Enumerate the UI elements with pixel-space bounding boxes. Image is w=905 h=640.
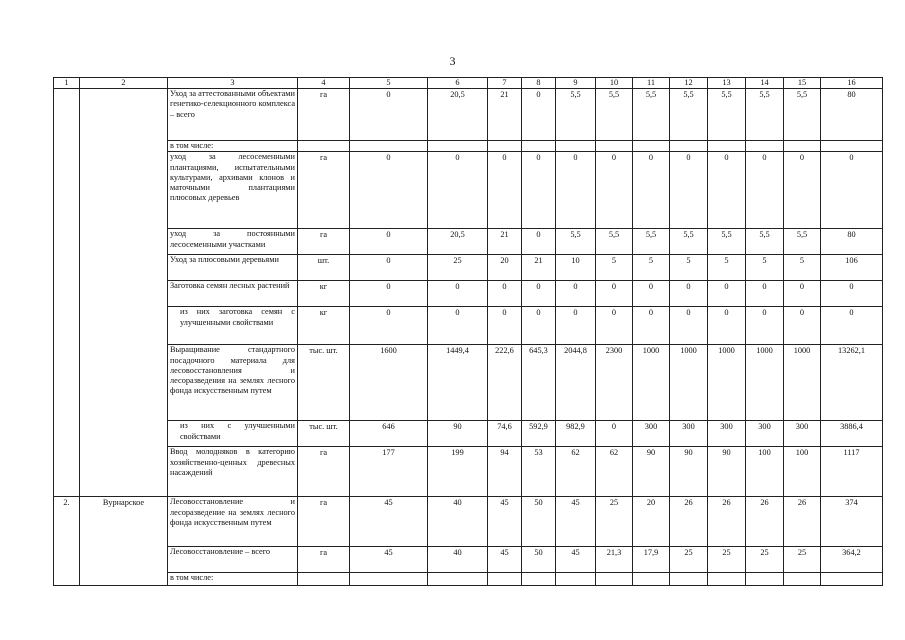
value-cell: 5,5 [556,229,596,255]
value-cell: 74,6 [488,421,522,447]
value-cell: 0 [708,307,746,345]
value-cell: 0 [556,152,596,229]
table-body [54,89,883,586]
value-cell: 20,5 [428,89,488,141]
header-cell: 10 [596,78,633,89]
value-cell: 25 [428,255,488,281]
value-cell: 45 [488,497,522,547]
value-cell [488,573,522,586]
value-cell: 0 [488,307,522,345]
header-cell: 15 [784,78,821,89]
value-cell: 40 [428,547,488,573]
header-row [54,78,883,89]
header-cell: 2 [80,78,168,89]
unit-cell [298,141,350,152]
value-cell: 300 [633,421,670,447]
value-cell: 5 [596,255,633,281]
header-cell: 1 [54,78,80,89]
value-cell [428,141,488,152]
value-cell [708,573,746,586]
value-cell: 45 [350,547,428,573]
value-cell [522,141,556,152]
forestry-name-cell [80,89,168,497]
header-cell: 16 [821,78,883,89]
value-cell: 106 [821,255,883,281]
value-cell: 0 [350,229,428,255]
table-row [54,255,883,281]
page-number: 3 [449,54,456,68]
header-cell: 13 [708,78,746,89]
value-cell: 53 [522,447,556,497]
activity-cell: Лесовосстановление и лесоразведение на землях лесного фонда искусственным путем [168,497,298,547]
value-cell: 0 [670,281,708,307]
value-cell: 0 [350,281,428,307]
value-cell [670,573,708,586]
table-row [54,152,883,229]
value-cell: 5,5 [670,89,708,141]
activity-cell: Ввод молодняков в категорию хозяйственно-ценных древесных насаждений [168,447,298,497]
value-cell: 50 [522,497,556,547]
table-row [54,229,883,255]
header-cell: 9 [556,78,596,89]
value-cell [784,141,821,152]
table-row [54,307,883,345]
value-cell: 5,5 [633,89,670,141]
activity-cell: Выращивание стандартного посадочного материала для лесовосстановления и лесоразведения на землях лесного фонда искусственным путем [168,345,298,421]
value-cell: 26 [670,497,708,547]
value-cell: 45 [556,547,596,573]
value-cell: 0 [350,307,428,345]
activity-cell: из них заготовка семян с улучшенными свойствами [168,307,298,345]
value-cell: 80 [821,229,883,255]
value-cell [821,573,883,586]
value-cell: 199 [428,447,488,497]
value-cell: 0 [428,281,488,307]
value-cell: 45 [556,497,596,547]
value-cell [746,573,784,586]
value-cell: 300 [670,421,708,447]
value-cell: 20 [488,255,522,281]
activity-cell: уход за постоянными лесосеменными участками [168,229,298,255]
value-cell: 0 [633,152,670,229]
header-cell: 8 [522,78,556,89]
value-cell: 982,9 [556,421,596,447]
table-row [54,573,883,586]
value-cell: 1000 [746,345,784,421]
value-cell: 0 [522,89,556,141]
value-cell [488,141,522,152]
value-cell: 25 [746,547,784,573]
value-cell: 0 [821,307,883,345]
unit-cell [298,573,350,586]
value-cell: 300 [784,421,821,447]
value-cell [746,141,784,152]
value-cell: 0 [633,307,670,345]
value-cell: 646 [350,421,428,447]
value-cell: 62 [556,447,596,497]
value-cell: 5 [708,255,746,281]
value-cell: 0 [428,152,488,229]
value-cell: 645,3 [522,345,556,421]
value-cell: 0 [350,89,428,141]
table-row [54,89,883,141]
value-cell: 222,6 [488,345,522,421]
value-cell: 5,5 [670,229,708,255]
value-cell: 13262,1 [821,345,883,421]
value-cell: 300 [746,421,784,447]
value-cell: 21,3 [596,547,633,573]
value-cell: 5,5 [633,229,670,255]
header-cell: 12 [670,78,708,89]
value-cell: 62 [596,447,633,497]
value-cell [350,573,428,586]
value-cell: 5,5 [746,89,784,141]
value-cell [633,141,670,152]
value-cell: 5,5 [708,89,746,141]
value-cell: 364,2 [821,547,883,573]
table-row [54,345,883,421]
value-cell: 5 [633,255,670,281]
value-cell: 0 [821,281,883,307]
table-row [54,447,883,497]
activity-cell: Лесовосстановление – всего [168,547,298,573]
value-cell: 1000 [670,345,708,421]
value-cell: 80 [821,89,883,141]
value-cell: 5,5 [784,89,821,141]
value-cell: 20 [633,497,670,547]
value-cell: 2044,8 [556,345,596,421]
value-cell [428,573,488,586]
value-cell: 0 [708,281,746,307]
value-cell: 300 [708,421,746,447]
value-cell [784,573,821,586]
unit-cell: га [298,229,350,255]
value-cell: 0 [596,152,633,229]
value-cell: 0 [350,152,428,229]
value-cell: 0 [596,421,633,447]
activity-cell: Заготовка семян лесных растений [168,281,298,307]
value-cell: 50 [522,547,556,573]
value-cell: 0 [746,307,784,345]
value-cell: 10 [556,255,596,281]
header-cell: 4 [298,78,350,89]
value-cell: 0 [784,152,821,229]
row-number-cell [54,89,80,497]
forestry-table [53,77,883,586]
activity-cell: уход за лесосеменными плантациями, испытательными культурами, архивами клонов и маточными плантациями плюсовых деревьев [168,152,298,229]
table-row [54,141,883,152]
value-cell: 5 [784,255,821,281]
value-cell: 5,5 [746,229,784,255]
unit-cell: га [298,547,350,573]
header-cell: 6 [428,78,488,89]
value-cell: 0 [596,307,633,345]
activity-cell: Уход за аттестованными объектами генетико-селекционного комплекса – всего [168,89,298,141]
value-cell: 177 [350,447,428,497]
value-cell [596,141,633,152]
value-cell [708,141,746,152]
activity-cell: в том числе: [168,573,298,586]
value-cell: 5 [746,255,784,281]
value-cell: 0 [522,152,556,229]
table-row [54,421,883,447]
value-cell: 21 [488,229,522,255]
value-cell [821,141,883,152]
value-cell [350,141,428,152]
value-cell: 0 [821,152,883,229]
value-cell: 592,9 [522,421,556,447]
value-cell: 1449,4 [428,345,488,421]
value-cell: 0 [556,307,596,345]
value-cell [670,141,708,152]
value-cell: 0 [784,307,821,345]
value-cell [596,573,633,586]
value-cell [556,141,596,152]
value-cell: 5,5 [784,229,821,255]
header-cell: 3 [168,78,298,89]
value-cell: 94 [488,447,522,497]
value-cell: 1117 [821,447,883,497]
unit-cell: тыс. шт. [298,345,350,421]
value-cell: 25 [784,547,821,573]
header-cell: 7 [488,78,522,89]
value-cell: 1600 [350,345,428,421]
value-cell: 90 [633,447,670,497]
value-cell: 3886,4 [821,421,883,447]
value-cell: 0 [522,307,556,345]
value-cell: 0 [596,281,633,307]
value-cell: 20,5 [428,229,488,255]
value-cell: 0 [708,152,746,229]
value-cell: 5,5 [556,89,596,141]
unit-cell: га [298,89,350,141]
value-cell: 0 [670,152,708,229]
value-cell: 5,5 [596,229,633,255]
value-cell: 90 [708,447,746,497]
unit-cell: тыс. шт. [298,421,350,447]
value-cell: 5 [670,255,708,281]
value-cell: 0 [522,229,556,255]
activity-cell: Уход за плюсовыми деревьями [168,255,298,281]
value-cell: 21 [522,255,556,281]
activity-cell: в том числе: [168,141,298,152]
unit-cell: кг [298,281,350,307]
value-cell: 45 [488,547,522,573]
value-cell: 1000 [708,345,746,421]
value-cell: 0 [522,281,556,307]
value-cell: 2300 [596,345,633,421]
value-cell: 0 [784,281,821,307]
value-cell: 0 [488,281,522,307]
value-cell [633,573,670,586]
value-cell: 90 [428,421,488,447]
header-cell: 11 [633,78,670,89]
table-row [54,281,883,307]
header-cell: 5 [350,78,428,89]
unit-cell: га [298,152,350,229]
value-cell: 40 [428,497,488,547]
value-cell: 26 [746,497,784,547]
activity-cell: из них с улучшенными свойствами [168,421,298,447]
value-cell: 17,9 [633,547,670,573]
unit-cell: шт. [298,255,350,281]
value-cell: 5,5 [596,89,633,141]
value-cell: 90 [670,447,708,497]
value-cell: 374 [821,497,883,547]
value-cell [556,573,596,586]
value-cell: 5,5 [708,229,746,255]
value-cell: 0 [428,307,488,345]
value-cell: 25 [596,497,633,547]
forestry-name-cell: Вурнарское [80,497,168,586]
value-cell: 26 [708,497,746,547]
value-cell: 0 [488,152,522,229]
value-cell: 0 [556,281,596,307]
value-cell: 100 [746,447,784,497]
value-cell: 0 [633,281,670,307]
header-cell: 14 [746,78,784,89]
value-cell [522,573,556,586]
row-number-cell: 2. [54,497,80,586]
value-cell: 0 [746,152,784,229]
value-cell: 1000 [784,345,821,421]
unit-cell: га [298,447,350,497]
value-cell: 0 [350,255,428,281]
unit-cell: кг [298,307,350,345]
table-row [54,547,883,573]
value-cell: 25 [670,547,708,573]
value-cell: 26 [784,497,821,547]
value-cell: 45 [350,497,428,547]
value-cell: 0 [746,281,784,307]
value-cell: 0 [670,307,708,345]
table-row [54,497,883,547]
unit-cell: га [298,497,350,547]
value-cell: 25 [708,547,746,573]
value-cell: 21 [488,89,522,141]
value-cell: 100 [784,447,821,497]
value-cell: 1000 [633,345,670,421]
